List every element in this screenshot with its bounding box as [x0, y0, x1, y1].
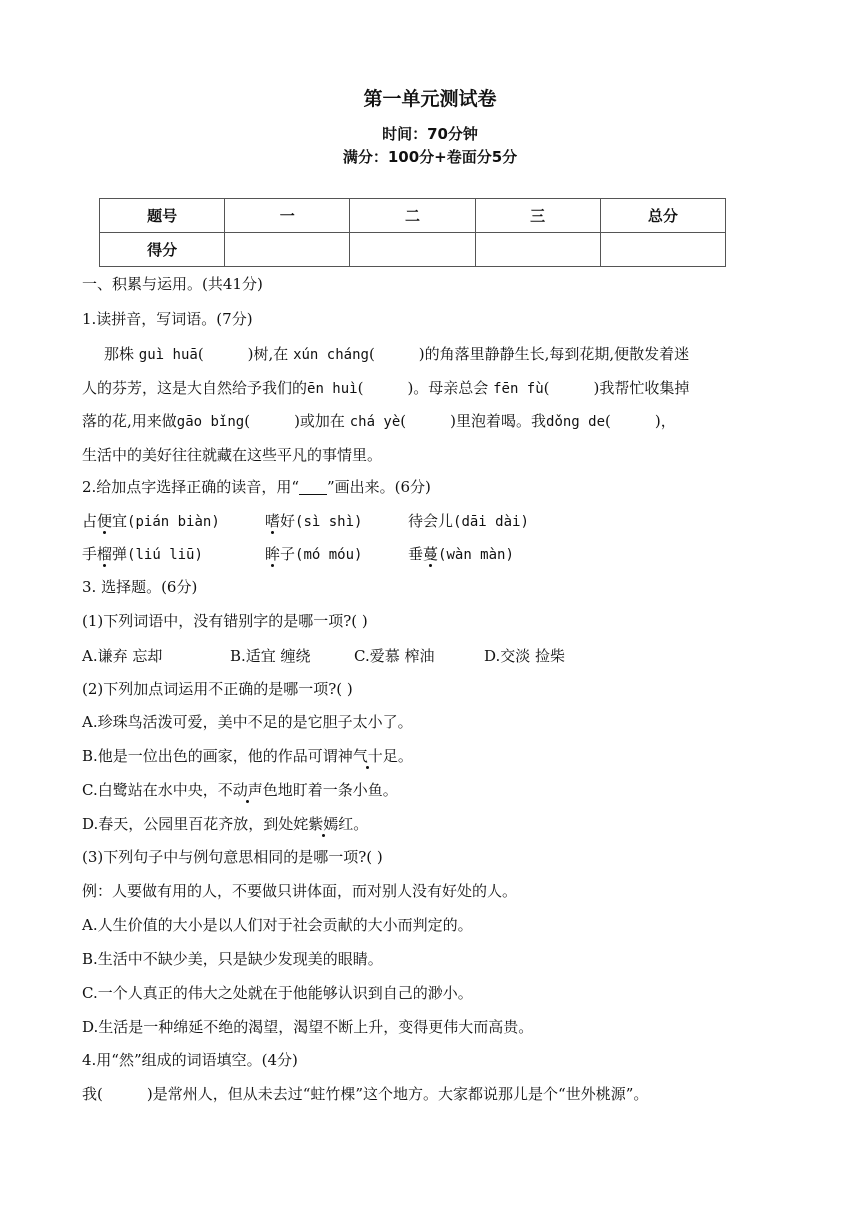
score-table-header: 总分 [600, 199, 725, 233]
item-text: 宜 [112, 512, 128, 530]
dotted-char: 嗜 [265, 512, 281, 530]
question-3-title: 3. 选择题。(6分) [82, 578, 198, 596]
dotted-char: 榴 [97, 545, 113, 563]
pinyin: ēn huì [307, 380, 358, 397]
passage-text: 生活中的美好往往就藏在这些平凡的事情里。 [82, 445, 383, 464]
choice-b[interactable]: B.生活中不缺少美，只是缺少发现美的眼睛。 [82, 950, 383, 968]
pinyin-options[interactable]: (sì shì) [295, 514, 363, 530]
score-table-score-row [100, 233, 726, 267]
choice-d[interactable]: D.交淡 捡柴 [484, 647, 566, 665]
sub-question-3: (3)下列句子中与例句意思相同的是哪一项?( ) [82, 848, 383, 866]
score-cell[interactable] [350, 233, 475, 267]
pronunciation-item [265, 543, 362, 564]
choice-d[interactable] [82, 813, 368, 835]
dotted-word: 姹紫嫣红 [293, 815, 354, 833]
passage-text: 人的芬芳，这是大自然给予我们的 [82, 378, 308, 397]
page-title: 第一单元测试卷 [363, 88, 497, 110]
question-4-title: 4.用“然”组成的词语填空。(4分) [82, 1051, 298, 1069]
item-text: 占 [82, 512, 98, 530]
question-1-passage: 那株 guì huā( )树,在 xún cháng( )的角落里静静生长,每到花期,便散发着迷 人的芬芳，这是大自然给予我们的ēn huì( )。母亲总会 fēn fù( )我帮忙收集掉 落的花,用来做gāo bǐng( )或加在 chá yè( )里泡着喝。我dǒng de( )， 生活中的美好往往就藏在这些平凡的事情里。 [82, 345, 690, 464]
pinyin: xún cháng [293, 347, 369, 363]
choice-b[interactable] [82, 745, 413, 767]
score-table-header: 题号 [100, 199, 225, 233]
question-text: 2.给加点字选择正确的读音，用“ [82, 478, 299, 496]
pinyin: fēn fù [493, 380, 544, 397]
exam-time: 时间：70分钟 [382, 125, 478, 143]
pinyin-options[interactable]: (mó móu) [295, 547, 363, 563]
choice-c[interactable]: C.一个人真正的伟大之处就在于他能够认识到自己的渺小。 [82, 984, 473, 1002]
passage-text: )。母亲总会 [407, 378, 489, 397]
score-row-label: 得分 [100, 233, 225, 267]
passage-text: )树,在 [247, 345, 289, 363]
score-table-header: 二 [350, 199, 475, 233]
choice-text: D.春天，公园里百花齐放，到处 [82, 815, 294, 833]
pinyin-options[interactable]: (wàn màn) [438, 547, 514, 563]
item-text: 手 [82, 545, 98, 563]
sentence-text: )是常州人，但从未去过“蛀竹棵”这个地方。大家都说那儿是个“世外桃源”。 [146, 1085, 649, 1103]
pinyin-options[interactable]: (liú liū) [127, 547, 203, 563]
choice-a[interactable]: A.人生价值的大小是以人们对于社会贡献的大小而判定的。 [82, 916, 473, 934]
item-text: 子 [280, 545, 296, 563]
item-text: 待会儿 [408, 512, 454, 530]
dotted-word: 不动声色 [217, 781, 278, 799]
dotted-char: 便 [97, 512, 113, 530]
choice-text: 地盯着一条小鱼。 [277, 781, 398, 799]
score-table [99, 198, 726, 267]
pinyin-options[interactable]: (pián biàn) [127, 514, 220, 530]
question-1-title: 1.读拼音，写词语。(7分) [82, 310, 253, 328]
choice-text: 。 [353, 815, 369, 833]
choice-c[interactable]: C.爱慕 榨油 [354, 647, 435, 665]
choice-c[interactable] [82, 779, 398, 801]
item-text: 好 [280, 512, 296, 530]
score-table-header-row [100, 199, 726, 233]
passage-text: )的角落里静静生长,每到花期,便散发着迷 [418, 345, 690, 363]
score-table-header: 一 [225, 199, 350, 233]
pronunciation-item [265, 510, 362, 531]
pronunciation-item [408, 510, 529, 531]
choice-text: B.他是一位出色的画家，他的作品可谓 [82, 747, 338, 765]
choice-d[interactable]: D.生活是一种绵延不绝的渴望，渴望不断上升，变得更伟大而高贵。 [82, 1018, 534, 1036]
choice-a[interactable]: A.珍珠鸟活泼可爱，美中不足的是它胆子太小了。 [82, 713, 413, 731]
pinyin-options[interactable]: (dāi dài) [453, 514, 529, 530]
score-cell[interactable] [225, 233, 350, 267]
choice-text: C.白鹭站在水中央， [82, 781, 218, 799]
pronunciation-item [82, 543, 203, 564]
sentence-text: 我( [82, 1085, 103, 1103]
dotted-word: 神气十足 [337, 747, 398, 765]
score-cell[interactable] [475, 233, 600, 267]
item-text: 垂 [408, 545, 424, 563]
sub-question-1: (1)下列词语中，没有错别字的是哪一项?( ) [82, 612, 368, 630]
underline-mark [299, 482, 327, 495]
dotted-char: 蔓 [423, 545, 439, 563]
sub-question-2: (2)下列加点词运用不正确的是哪一项?( ) [82, 680, 353, 698]
score-cell[interactable] [600, 233, 725, 267]
example-sentence: 例：人要做有用的人，不要做只讲体面，而对别人没有好处的人。 [82, 882, 518, 900]
section-one-title: 一、积累与运用。(共41分) [82, 275, 263, 293]
score-table-header: 三 [475, 199, 600, 233]
passage-text: 那株 [104, 345, 135, 363]
pinyin: gāo bǐng [176, 414, 245, 430]
question-2-title [82, 476, 431, 498]
choice-b[interactable]: B.适宜 缠绕 [230, 647, 311, 665]
passage-text: 落的花,用来做 [82, 412, 177, 430]
pinyin: chá yè [349, 414, 401, 430]
choice-a[interactable]: A.谦弃 忘却 [82, 647, 163, 665]
passage-text: )， [654, 412, 676, 430]
passage-text: )里泡着喝。我 [450, 412, 547, 430]
item-text: 弹 [112, 545, 128, 563]
dotted-char: 眸 [265, 545, 281, 563]
pinyin: guì huā [138, 347, 198, 363]
pronunciation-item [408, 543, 514, 564]
question-text: ”画出来。(6分) [326, 478, 431, 496]
passage-text: )我帮忙收集掉 [593, 378, 690, 397]
question-4-sentence [82, 1083, 648, 1105]
pronunciation-item [82, 510, 220, 531]
passage-text: )或加在 [294, 412, 345, 430]
pinyin: dǒng de [546, 414, 606, 430]
exam-score-total: 满分：100分+卷面分5分 [342, 148, 518, 166]
choice-text: 。 [397, 747, 413, 765]
